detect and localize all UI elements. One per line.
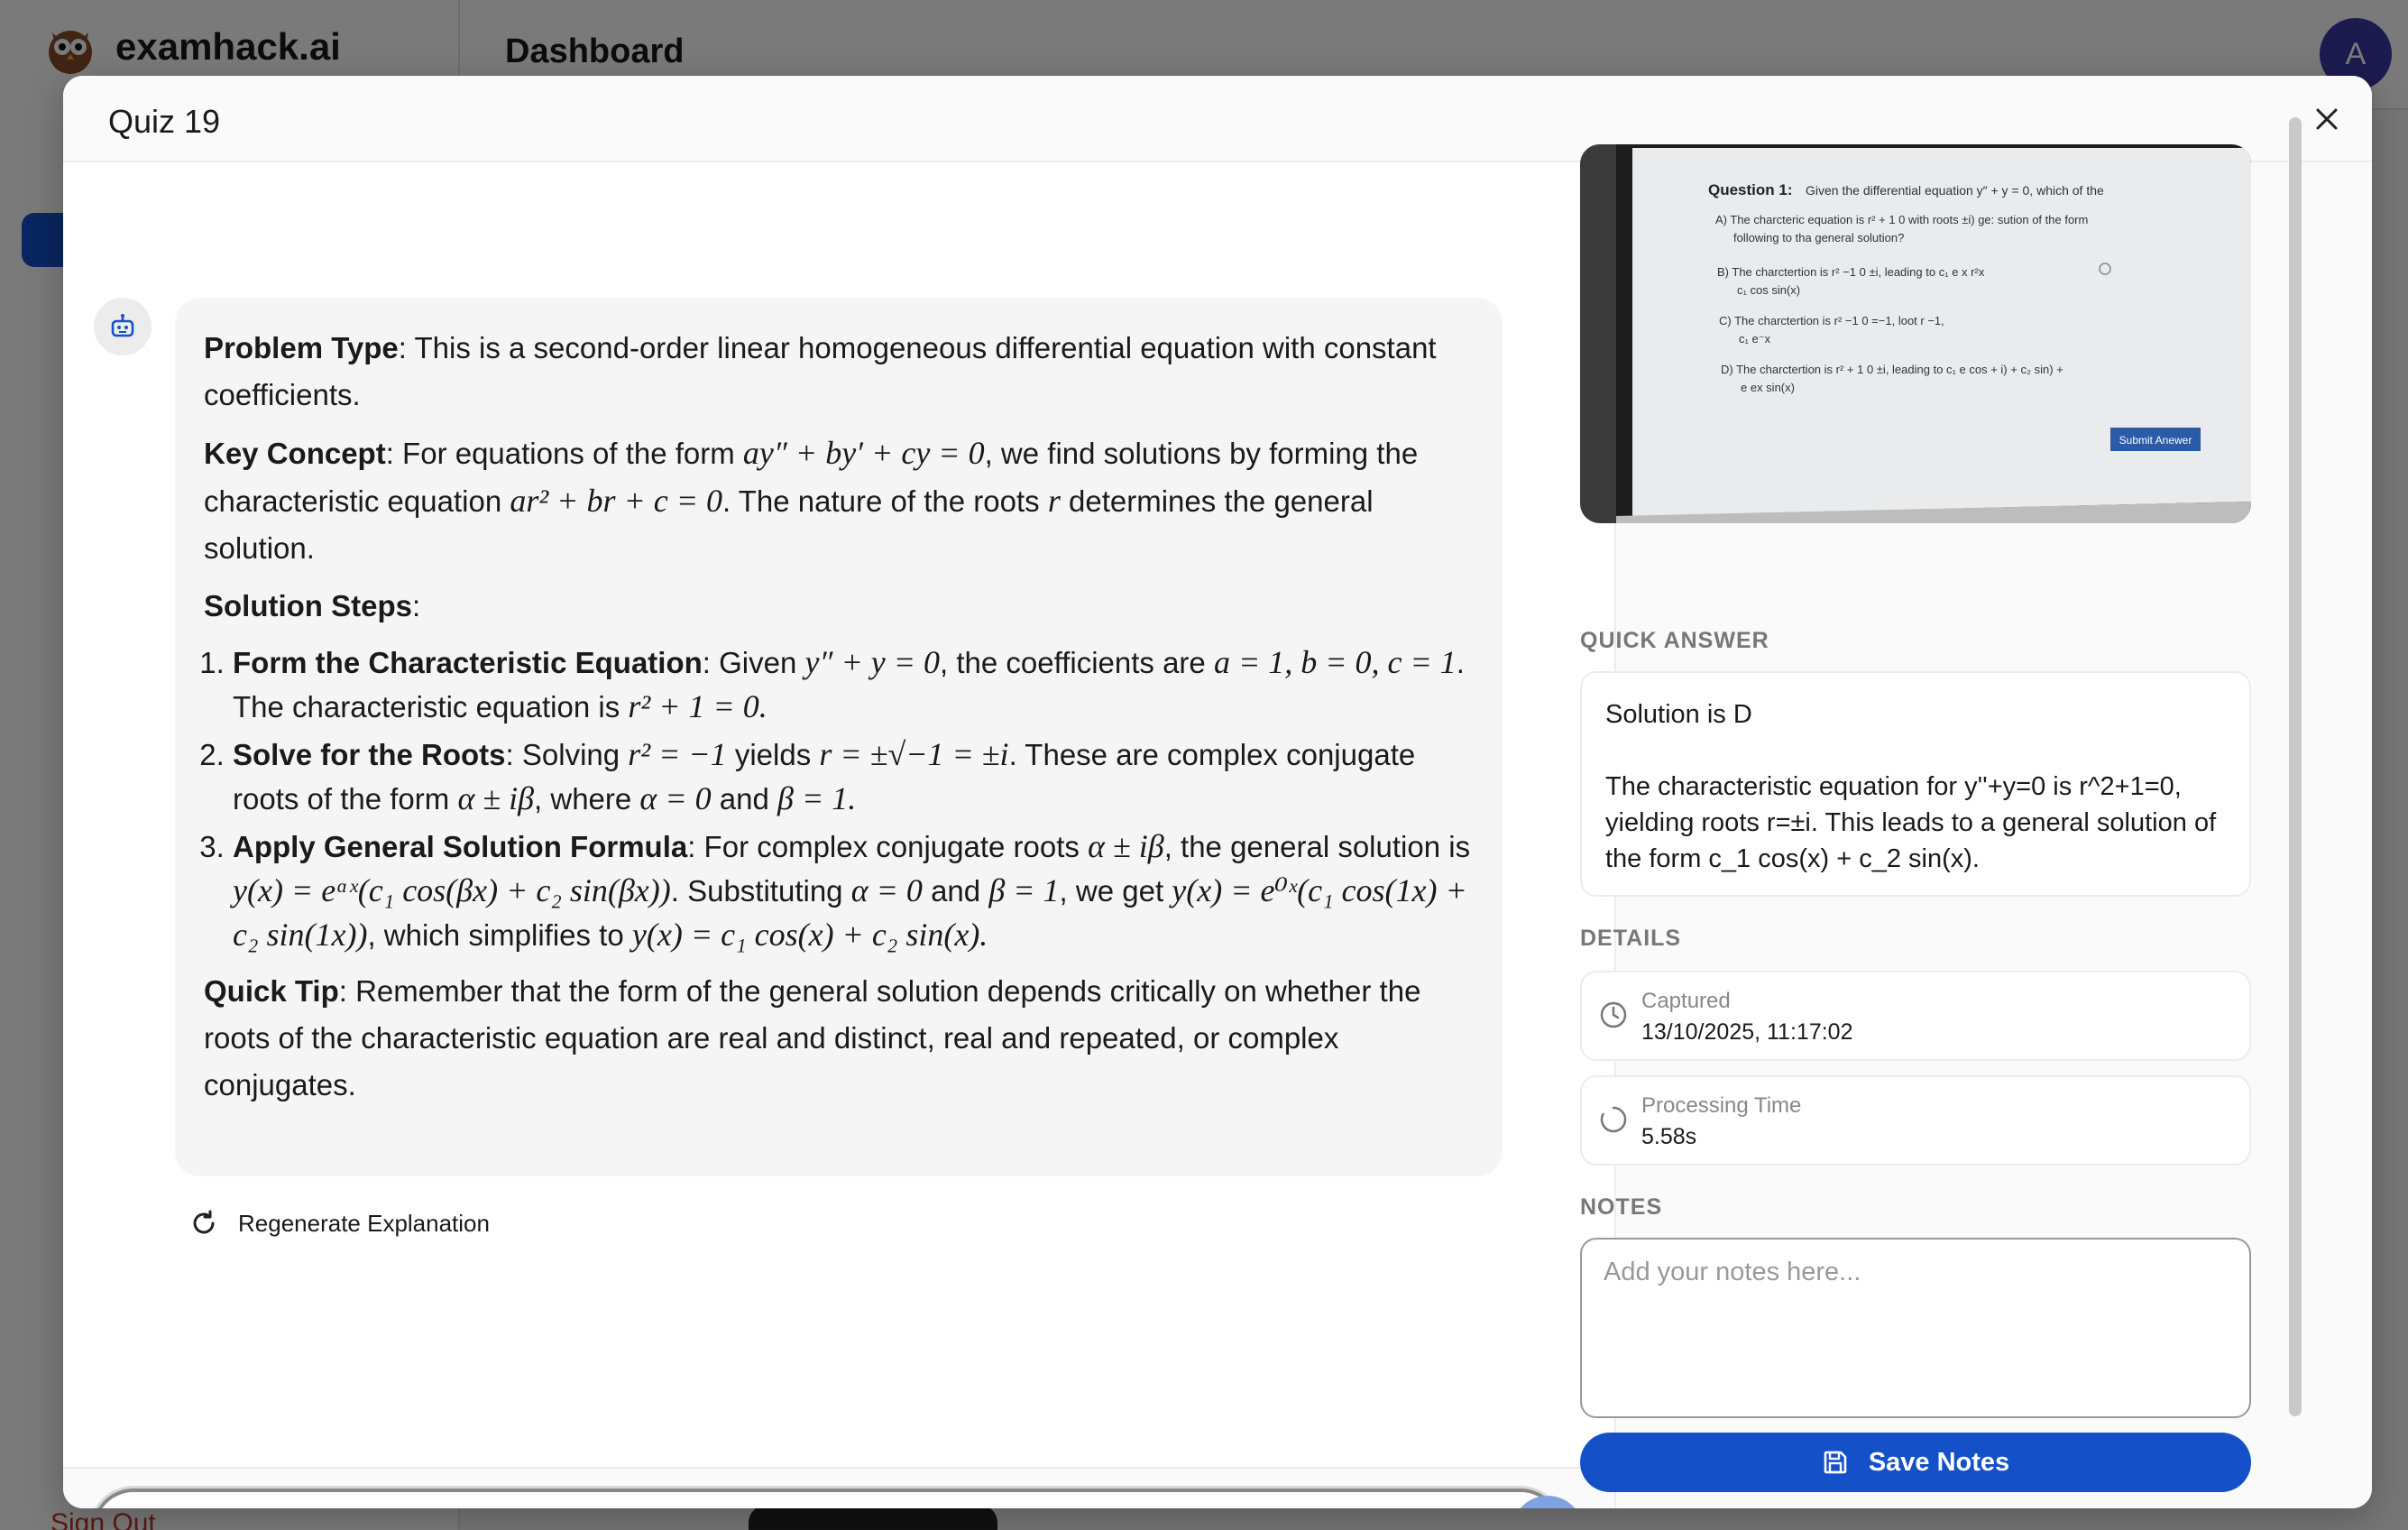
key-concept [204,429,1474,572]
followup-bar [63,1467,1614,1508]
close-icon [2315,107,2339,131]
details-heading: DETAILS [1580,926,1682,951]
math-expression: y(x) = e⁰ˣ(c₁ cos(1x) + c₂ sin(1x)) [233,872,1467,953]
text-fragment: : Solving [505,738,629,771]
problem-type-text: : This is a second-order linear homogeneous differential equation with constant coefficients. [204,331,1437,411]
refresh-icon [189,1209,218,1238]
screenshot-option-c: C) The charctertion is r² −1 0 =−1, loot r −1, [1719,314,1944,327]
math-expression: r [1047,483,1061,519]
list-item [233,825,1474,957]
math-expression: y″ + y = 0 [804,644,941,680]
text-fragment: , we get [1059,874,1172,908]
quick-answer-heading: QUICK ANSWER [1580,628,1769,653]
bot-icon [109,313,136,340]
modal-title: Quiz 19 [108,103,221,140]
step-label: Form the Characteristic Equation [233,646,703,679]
solution-steps-list [204,641,1474,957]
math-expression: r = ±√−1 = ±i [819,736,1009,772]
close-button[interactable] [2309,101,2345,137]
text-fragment: : [412,589,421,622]
math-expression: y(x) = eᵅˣ(c₁ cos(βx) + c₂ sin(βx)) [233,872,671,908]
screenshot-submit: Submit Anewer [2118,434,2192,447]
screenshot-option-d2: e ex sin(x) [1741,381,1795,394]
text-fragment: determines the general solution. [204,484,1374,565]
screenshot-option-a: A) The charcteric equation is r² + 1 0 with roots ±i) ge: sution of the form [1715,213,2089,226]
explanation-bubble [175,298,1503,1176]
captured-value: 13/10/2025, 11:17:02 [1641,1019,1853,1045]
list-item [233,733,1474,821]
math-expression: ar² + br + c = 0 [510,483,723,519]
step-label: Apply General Solution Formula [233,830,688,863]
captured-label: Captured [1641,989,1731,1013]
processing-time-card [1580,1075,2251,1166]
screenshot-option-d: D) The charctertion is r² + 1 0 ±i, leading to c₁ e cos + i) + c₂ sin) + [1721,363,2063,376]
followup-input[interactable] [92,1489,1562,1508]
text-fragment: : For complex conjugate roots [687,830,1089,863]
save-notes-label: Save Notes [1868,1447,2010,1477]
math-expression: r² = −1 [628,736,727,772]
quick-tip [204,968,1474,1109]
clock-icon [1598,1000,1629,1030]
panel-scrollbar[interactable] [2289,117,2302,1416]
text-fragment: : Given [702,646,805,679]
captured-card [1580,971,2251,1061]
screenshot-question-label: Question 1: [1708,181,1793,198]
bot-avatar [94,298,152,355]
math-expression: α ± iβ [1088,828,1164,864]
text-fragment: . The characteristic equation is [233,646,1465,724]
notes-textarea[interactable] [1580,1238,2251,1418]
solution-steps-label: Solution Steps [204,589,412,622]
math-expression: ay″ + by′ + cy = 0 [742,435,985,471]
question-screenshot[interactable] [1580,144,2251,523]
math-expression: a = 1, b = 0, c = 1 [1213,644,1457,680]
math-expression: α = 0 [639,780,712,816]
screenshot-option-b2: c₁ cos sin(x) [1737,283,1801,297]
text-fragment: , where [534,782,640,816]
text-fragment: , the general solution is [1163,830,1471,863]
screenshot-option-a2: following to tha general solution? [1733,231,1905,244]
text-fragment: and [711,782,778,816]
problem-type-label: Problem Type [204,331,399,364]
regenerate-label: Regenerate Explanation [238,1209,490,1237]
screenshot-option-c2: c₁ e⁻x [1739,332,1771,346]
math-expression: r² + 1 = 0. [628,688,767,724]
text-fragment: , the coefficients are [940,646,1214,679]
screenshot-option-b: B) The charctertion is r² −1 0 ±i, leading to c₁ e x r²x [1717,265,1985,279]
processing-value: 5.58s [1641,1124,1697,1149]
key-concept-label: Key Concept [204,437,386,470]
text-fragment: and [922,874,989,908]
problem-type [204,325,1474,419]
save-icon [1822,1449,1849,1476]
screenshot-image [1580,144,2251,523]
math-expression: α ± iβ [457,780,535,816]
quick-answer-body: The characteristic equation for y''+y=0 is r^2+1=0, yielding roots r=±i. This leads to a general solution of the form c_1 cos(x) + c_2 sin(x). [1605,772,2217,873]
chat-area [63,162,1614,1508]
math-expression: β = 1. [777,780,857,816]
text-fragment: , which simplifies to [367,918,632,952]
spinner-icon [1598,1104,1629,1135]
math-expression: y(x) = c₁ cos(x) + c₂ sin(x). [631,917,988,953]
text-fragment: . These are complex conjugate roots of the form [233,738,1416,816]
text-fragment: . Substituting [670,874,851,908]
screenshot-question-text: Given the differential equation y″ + y = 0, which of the [1806,183,2104,198]
quick-tip-label: Quick Tip [204,974,339,1008]
notes-heading: NOTES [1580,1194,1663,1220]
text-fragment: . The nature of the roots [722,484,1048,518]
processing-label: Processing Time [1641,1093,1802,1118]
list-item [233,641,1474,729]
solution-steps-heading [204,583,1474,630]
math-expression: α = 0 [850,872,923,908]
save-notes-button[interactable] [1580,1433,2251,1492]
text-fragment: : For equations of the form [385,437,743,470]
math-expression: β = 1 [988,872,1060,908]
regenerate-button[interactable] [189,1209,490,1238]
quick-answer-line1: Solution is D [1605,700,1752,729]
quick-tip-text: : Remember that the form of the general solution depends critically on whether the roots of the characteristic equation are real and distinct, real and repeated, or complex conjugates. [204,974,1421,1101]
quick-answer-card [1580,671,2251,897]
text-fragment: yields [726,738,820,771]
text-fragment: , we find solutions by forming the characteristic equation [204,437,1419,518]
step-label: Solve for the Roots [233,738,506,771]
